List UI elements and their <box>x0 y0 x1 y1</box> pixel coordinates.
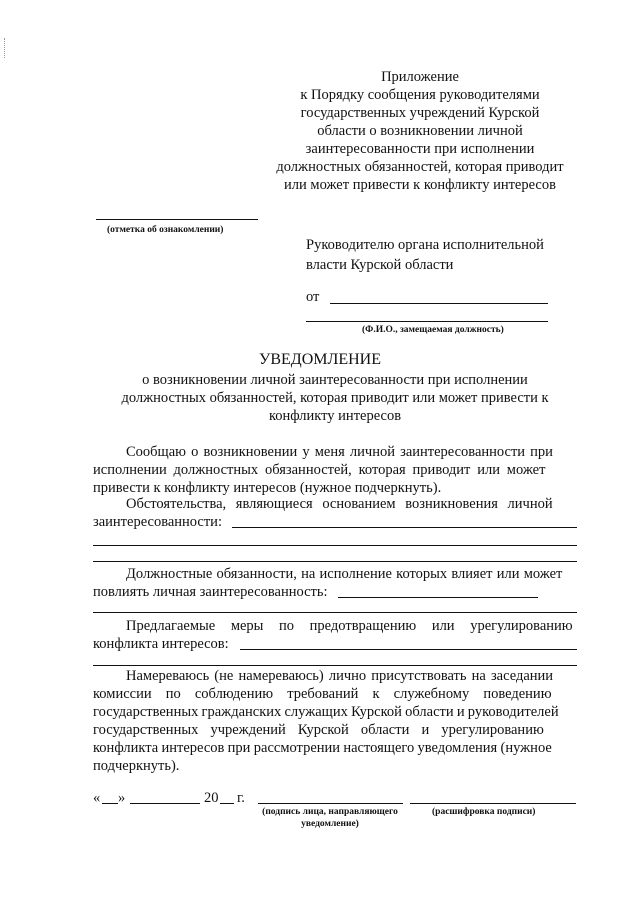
p5-line-3: государственных гражданских служащих Курской области и руководителей <box>93 704 559 720</box>
p1-line-3: привести к конфликту интересов (нужное подчеркнуть). <box>93 480 442 496</box>
appendix-line: области о возникновении личной <box>317 123 523 139</box>
position-line[interactable] <box>306 321 548 322</box>
date-month-line[interactable] <box>130 803 200 804</box>
appendix-line: Приложение <box>381 69 459 85</box>
date-year-prefix: 20 <box>204 790 219 806</box>
date-quote-open: « <box>93 790 101 806</box>
from-name-line[interactable] <box>330 303 548 304</box>
signature-decode-line[interactable] <box>410 803 576 804</box>
p1-line-2: исполнении должностных обязанностей, которая приводит или может <box>93 462 546 478</box>
p5-line-1: Намереваюсь (не намереваюсь) лично присутствовать на заседании <box>126 668 554 684</box>
signature-line[interactable] <box>258 803 403 804</box>
date-day-line[interactable] <box>102 803 118 804</box>
addressee-line-2: власти Курской области <box>306 257 454 273</box>
date-quote-close: » <box>118 790 126 806</box>
p5-line-4: государственных учреждений Курской области и урегулированию <box>93 722 544 738</box>
subtitle-line: должностных обязанностей, которая приводит или может привести к <box>121 390 549 406</box>
p2-line-2: заинтересованности: <box>93 514 222 530</box>
p2-line-1: Обстоятельства, являющиеся основанием возникновения личной <box>126 496 553 512</box>
date-year-suffix: г. <box>237 790 245 806</box>
p5-line-2: комиссии по соблюдению требований к служебному поведению <box>93 686 552 702</box>
appendix-line: к Порядку сообщения руководителями <box>300 87 540 103</box>
date-year-line[interactable] <box>220 803 234 804</box>
p5-line-6: подчеркнуть). <box>93 758 180 774</box>
p1-line-1: Сообщаю о возникновении у меня личной заинтересованности при <box>126 444 553 460</box>
appendix-line: государственных учреждений Курской <box>300 105 540 121</box>
p5-line-5: конфликта интересов при рассмотрении настоящего уведомления (нужное <box>93 740 552 756</box>
duties-line-1[interactable] <box>338 597 538 598</box>
signature-caption-line-2: уведомление) <box>301 819 359 829</box>
p3-line-1: Должностные обязанности, на исполнение которых влияет или может <box>126 566 563 582</box>
p4-line-2: конфликта интересов: <box>93 636 229 652</box>
appendix-line: должностных обязанностей, которая приводит <box>276 159 564 175</box>
notice-subtitle <box>90 371 580 425</box>
appendix-line: заинтересованности при исполнении <box>305 141 535 157</box>
duties-line-2[interactable] <box>93 612 577 613</box>
fio-caption: (Ф.И.О., замещаемая должность) <box>362 325 504 335</box>
measures-line-1[interactable] <box>240 649 577 650</box>
addressee-line-1: Руководителю органа исполнительной <box>306 237 544 253</box>
measures-line-2[interactable] <box>93 665 577 666</box>
from-label: от <box>306 289 320 305</box>
p3-line-2: повлиять личная заинтересованность: <box>93 584 328 600</box>
appendix-line: или может привести к конфликту интересов <box>284 177 556 193</box>
acknowledgement-line[interactable] <box>96 219 258 220</box>
decode-caption: (расшифровка подписи) <box>432 807 536 817</box>
circumstances-line-2[interactable] <box>93 545 577 546</box>
acknowledgement-caption: (отметка об ознакомлении) <box>107 225 224 235</box>
signature-caption <box>245 806 415 830</box>
appendix-block <box>270 68 570 194</box>
subtitle-line: конфликту интересов <box>268 408 402 424</box>
signature-caption-line-1: (подпись лица, направляющего <box>262 807 398 817</box>
notice-title: УВЕДОМЛЕНИЕ <box>259 351 381 368</box>
circumstances-line-1[interactable] <box>232 527 577 528</box>
p4-line-1: Предлагаемые меры по предотвращению или урегулированию <box>126 618 573 634</box>
circumstances-line-3[interactable] <box>93 561 577 562</box>
subtitle-line: о возникновении личной заинтересованности при исполнении <box>142 372 528 388</box>
scan-edge-mark <box>4 38 6 58</box>
